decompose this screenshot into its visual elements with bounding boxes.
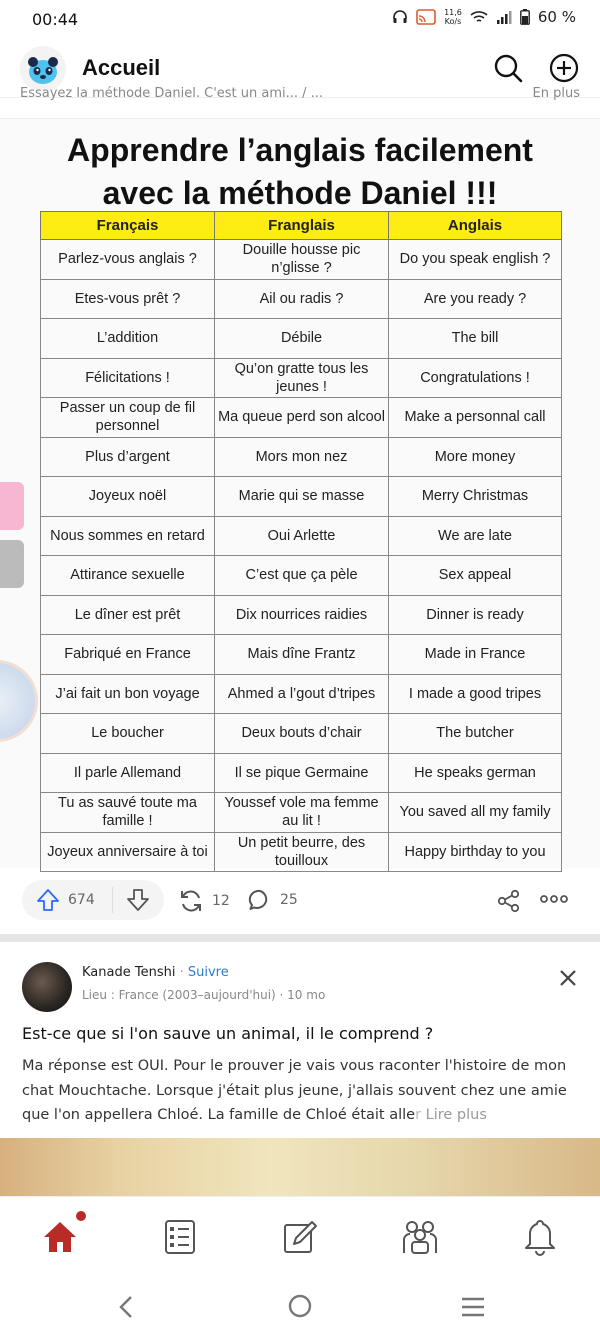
notification-dot bbox=[76, 1211, 86, 1221]
previous-post-cutoff: Essayez la méthode Daniel. C'est un ami... / ... En plus bbox=[20, 86, 580, 100]
table-cell: Tu as sauvé toute ma famille ! bbox=[41, 793, 215, 833]
comment-button[interactable] bbox=[248, 888, 298, 912]
system-nav bbox=[0, 1276, 600, 1338]
wifi-icon bbox=[470, 10, 488, 24]
table-cell: Do you speak english ? bbox=[389, 240, 562, 280]
answer-list-icon[interactable] bbox=[160, 1217, 200, 1257]
table-cell: Attirance sexuelle bbox=[41, 556, 215, 596]
comment-icon bbox=[248, 888, 272, 912]
phrase-table bbox=[40, 211, 562, 872]
table-cell: We are late bbox=[389, 516, 562, 556]
table-cell: Make a personnal call bbox=[389, 398, 562, 438]
upvote-arrow-icon bbox=[36, 888, 60, 912]
feed-divider bbox=[0, 934, 600, 942]
table-cell: Un petit beurre, des touilloux bbox=[215, 832, 389, 872]
table-row bbox=[41, 437, 562, 477]
table-cell: Plus d’argent bbox=[41, 437, 215, 477]
table-row bbox=[41, 556, 562, 596]
spaces-icon[interactable] bbox=[400, 1217, 440, 1257]
table-cell: Ahmed a l’gout d’tripes bbox=[215, 674, 389, 714]
status-bar bbox=[0, 0, 600, 40]
table-row bbox=[41, 319, 562, 359]
share-button[interactable] bbox=[178, 888, 230, 914]
net-speed: 11,6 Ko/s bbox=[444, 8, 462, 26]
question-title[interactable]: Est-ce que si l'on sauve un animal, il le comprend ? bbox=[22, 1024, 434, 1043]
table-row bbox=[41, 793, 562, 833]
answer-excerpt[interactable]: Ma réponse est OUI. Pour le prouver je vais vous raconter l'histoire de mon chat Mouchtache. Lorsque j'était plus jeune, j'allais souvent chez une amie que l'on appellera Chloé. La famille de Chloé était aller Lire plus bbox=[22, 1058, 567, 1123]
back-icon[interactable] bbox=[114, 1294, 138, 1320]
signal-icon bbox=[496, 10, 512, 24]
home-button-icon[interactable] bbox=[287, 1293, 313, 1319]
repost-icon bbox=[178, 888, 204, 914]
table-row bbox=[41, 753, 562, 793]
recents-icon[interactable] bbox=[460, 1296, 486, 1318]
table-row bbox=[41, 279, 562, 319]
table-cell: Happy birthday to you bbox=[389, 832, 562, 872]
comment-count: 25 bbox=[280, 892, 298, 908]
table-cell: Sex appeal bbox=[389, 556, 562, 596]
table-row bbox=[41, 358, 562, 398]
table-cell: He speaks german bbox=[389, 753, 562, 793]
cast-icon bbox=[416, 9, 436, 25]
floating-settings-widget[interactable] bbox=[0, 540, 24, 588]
follow-link[interactable]: Suivre bbox=[187, 965, 229, 980]
table-row bbox=[41, 714, 562, 754]
table-row bbox=[41, 477, 562, 517]
add-post-icon[interactable] bbox=[548, 52, 580, 84]
table-cell: Nous sommes en retard bbox=[41, 516, 215, 556]
table-cell: Félicitations ! bbox=[41, 358, 215, 398]
write-icon[interactable] bbox=[280, 1217, 320, 1257]
table-cell: Youssef vole ma femme au lit ! bbox=[215, 793, 389, 833]
downvote-button[interactable] bbox=[113, 880, 163, 920]
table-cell: Joyeux anniversaire à toi bbox=[41, 832, 215, 872]
table-cell: The bill bbox=[389, 319, 562, 359]
table-cell: Ail ou radis ? bbox=[215, 279, 389, 319]
table-cell: Mais dîne Frantz bbox=[215, 635, 389, 675]
table-cell: L’addition bbox=[41, 319, 215, 359]
table-cell: Qu’on gratte tous les jeunes ! bbox=[215, 358, 389, 398]
table-cell: More money bbox=[389, 437, 562, 477]
table-cell: Mors mon nez bbox=[215, 437, 389, 477]
table-row bbox=[41, 240, 562, 280]
share-count: 12 bbox=[212, 893, 230, 909]
table-row bbox=[41, 635, 562, 675]
read-more-link[interactable]: Lire plus bbox=[425, 1107, 487, 1123]
column-header: Français bbox=[41, 212, 215, 240]
table-cell: Merry Christmas bbox=[389, 477, 562, 517]
table-cell: Are you ready ? bbox=[389, 279, 562, 319]
table-cell: Marie qui se masse bbox=[215, 477, 389, 517]
column-header: Franglais bbox=[215, 212, 389, 240]
headphones-icon bbox=[392, 9, 408, 25]
table-cell: Parlez-vous anglais ? bbox=[41, 240, 215, 280]
close-icon[interactable] bbox=[556, 966, 580, 990]
table-cell: I made a good tripes bbox=[389, 674, 562, 714]
table-cell: Dinner is ready bbox=[389, 595, 562, 635]
table-cell: You saved all my family bbox=[389, 793, 562, 833]
table-cell: Joyeux noël bbox=[41, 477, 215, 517]
table-cell: Il se pique Germaine bbox=[215, 753, 389, 793]
table-cell: The butcher bbox=[389, 714, 562, 754]
home-icon[interactable] bbox=[40, 1217, 80, 1257]
table-row bbox=[41, 832, 562, 872]
column-header: Anglais bbox=[389, 212, 562, 240]
table-cell: Deux bouts d’chair bbox=[215, 714, 389, 754]
table-header-row bbox=[41, 212, 562, 240]
avatar[interactable] bbox=[22, 962, 72, 1012]
table-cell: Etes-vous prêt ? bbox=[41, 279, 215, 319]
table-cell: J’ai fait un bon voyage bbox=[41, 674, 215, 714]
vote-pill bbox=[22, 880, 164, 920]
author-credential: Lieu : France (2003–aujourd'hui) · 10 mo bbox=[82, 988, 326, 1002]
post-image[interactable] bbox=[0, 118, 600, 868]
table-cell: Fabriqué en France bbox=[41, 635, 215, 675]
page-title: Accueil bbox=[82, 55, 161, 80]
battery-icon bbox=[520, 9, 530, 25]
battery-level: 60 % bbox=[537, 8, 576, 26]
table-cell: Ma queue perd son alcool bbox=[215, 398, 389, 438]
clock: 00:44 bbox=[32, 10, 79, 29]
author-name[interactable]: Kanade Tenshi bbox=[82, 965, 176, 980]
table-cell: Dix nourrices raidies bbox=[215, 595, 389, 635]
table-cell: Douille housse pic n’glisse ? bbox=[215, 240, 389, 280]
table-row bbox=[41, 516, 562, 556]
table-cell: Congratulations ! bbox=[389, 358, 562, 398]
table-cell: C’est que ça pèle bbox=[215, 556, 389, 596]
table-row bbox=[41, 674, 562, 714]
table-row bbox=[41, 398, 562, 438]
search-icon[interactable] bbox=[492, 52, 524, 84]
share-link-icon[interactable] bbox=[496, 888, 522, 914]
post-actions bbox=[0, 878, 600, 928]
upvote-count: 674 bbox=[68, 892, 95, 908]
bottom-nav bbox=[0, 1196, 600, 1276]
table-cell: Le dîner est prêt bbox=[41, 595, 215, 635]
table-body bbox=[41, 240, 562, 872]
answer-image[interactable] bbox=[0, 1138, 600, 1196]
table-cell: Il parle Allemand bbox=[41, 753, 215, 793]
table-row bbox=[41, 595, 562, 635]
status-icons bbox=[392, 8, 576, 26]
table-cell: Passer un coup de fil personnel bbox=[41, 398, 215, 438]
more-options-icon[interactable] bbox=[540, 892, 568, 906]
author-line: Kanade Tenshi · Suivre bbox=[82, 965, 229, 980]
table-cell: Made in France bbox=[389, 635, 562, 675]
downvote-arrow-icon bbox=[126, 888, 150, 912]
image-title: Apprendre l’anglais facilement avec la méthode Daniel !!! bbox=[67, 132, 533, 211]
floating-search-widget[interactable] bbox=[0, 482, 24, 530]
upvote-button[interactable] bbox=[22, 880, 112, 920]
table-cell: Débile bbox=[215, 319, 389, 359]
table-cell: Le boucher bbox=[41, 714, 215, 754]
table-cell: Oui Arlette bbox=[215, 516, 389, 556]
bell-icon[interactable] bbox=[520, 1217, 560, 1257]
